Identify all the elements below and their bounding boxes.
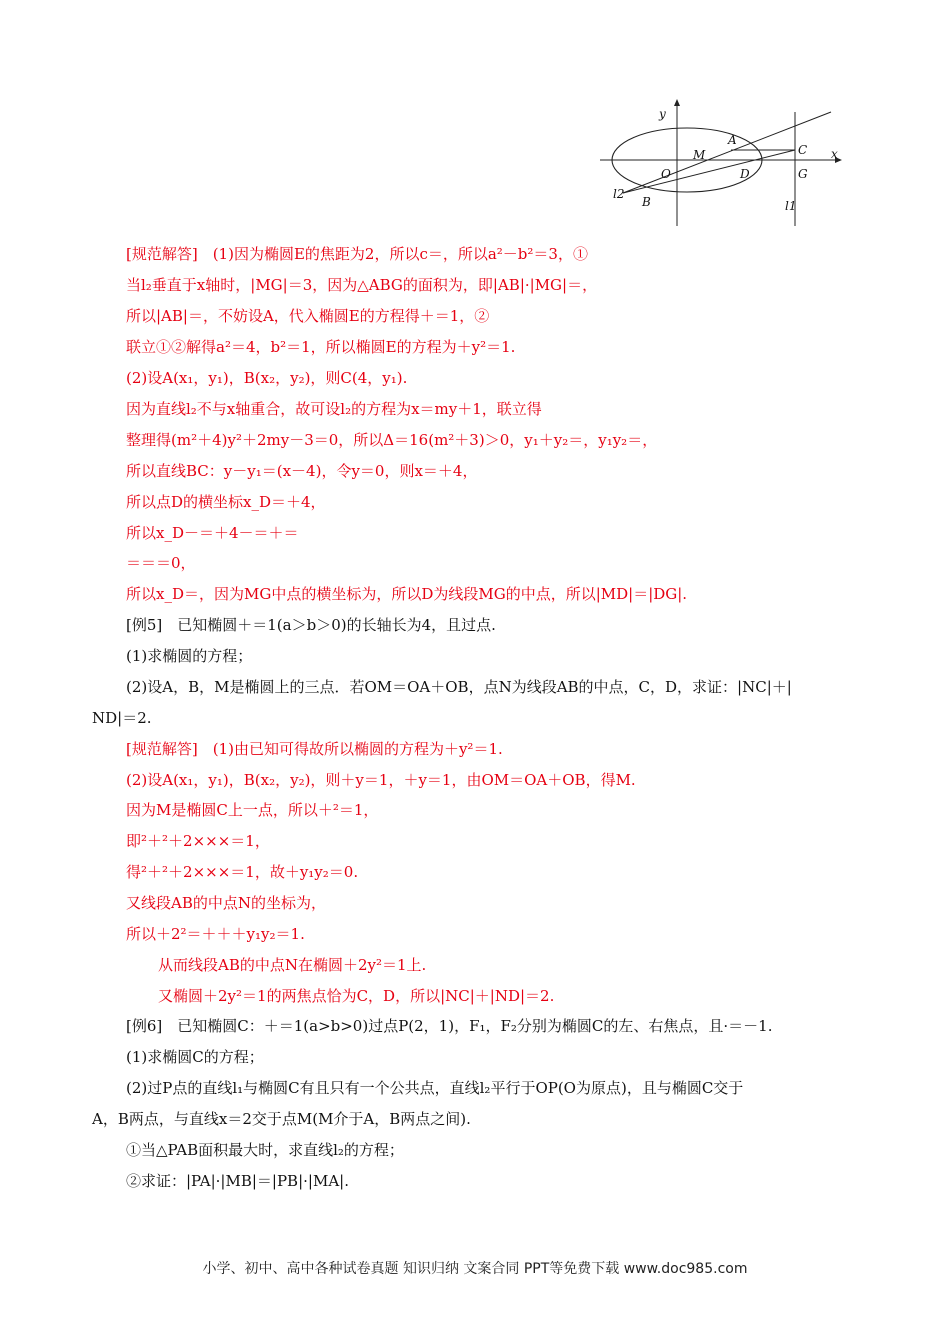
label-l2: l2: [613, 187, 625, 201]
text-line: 即²＋²＋2×××＝1，: [126, 832, 270, 850]
label-x: x: [831, 147, 838, 161]
label-c: C: [798, 143, 808, 157]
text-line: (2)设A(x₁，y₁)，B(x₂，y₂)，则＋y＝1，＋y＝1，由OM＝OA＋OB，得M.: [126, 771, 636, 789]
text-line: 所以＋2²＝＋＋＋y₁y₂＝1.: [126, 925, 305, 943]
text-line: 所以点D的横坐标x_D＝＋4，: [126, 493, 326, 511]
text-line: 得²＋²＋2×××＝1，故＋y₁y₂＝0.: [126, 863, 359, 881]
text-line: 所以直线BC：y－y₁＝(x－4)，令y＝0，则x＝＋4，: [126, 462, 478, 480]
text-line: (2)设A(x₁，y₁)，B(x₂，y₂)，则C(4，y₁).: [126, 369, 408, 387]
text-line: (2)过P点的直线l₁与椭圆C有且只有一个公共点，直线l₂平行于OP(O为原点)，且与椭圆C交于: [126, 1079, 744, 1097]
text-line: A，B两点，与直线x＝2交于点M(M介于A，B两点之间).: [92, 1110, 471, 1128]
text-line: ND|＝2.: [92, 709, 152, 727]
text-line: 当l₂垂直于x轴时，|MG|＝3，因为△ABG的面积为，即|AB|·|MG|＝，: [126, 276, 598, 294]
text-line: (1)求椭圆的方程；: [126, 647, 253, 665]
text-line: (2)设A，B，M是椭圆上的三点．若OM＝OA＋OB，点N为线段AB的中点，C，D，求证：|NC|＋|: [126, 678, 792, 696]
text-line: 所以x_D－＝＋4－＝＋＝: [126, 524, 299, 542]
text-line: ＝＝＝0，: [126, 554, 196, 572]
text-line: 又线段AB的中点N的坐标为，: [126, 894, 326, 912]
ellipse-figure: [595, 98, 850, 228]
text-line: [规范解答] (1)由已知可得故所以椭圆的方程为＋y²＝1.: [126, 740, 503, 758]
label-l1: l1: [785, 199, 797, 213]
example-5-heading: [例5] 已知椭圆＋＝1(a＞b＞0)的长轴长为4，且过点.: [126, 616, 496, 634]
label-a: A: [728, 133, 737, 147]
text-line: 联立①②解得a²＝4，b²＝1，所以椭圆E的方程为＋y²＝1.: [126, 338, 516, 356]
text-line: [规范解答] (1)因为椭圆E的焦距为2，所以c＝，所以a²－b²＝3，①: [126, 245, 588, 263]
example-6-heading: [例6] 已知椭圆C：＋＝1(a>b>0)过点P(2，1)，F₁，F₂分别为椭圆C的左、右焦点，且·＝－1.: [126, 1017, 773, 1035]
text-line: 又椭圆＋2y²＝1的两焦点恰为C，D，所以|NC|＋|ND|＝2.: [158, 987, 555, 1005]
label-m: M: [693, 148, 706, 162]
label-o: O: [661, 167, 671, 181]
text-line: 从而线段AB的中点N在椭圆＋2y²＝1上.: [158, 956, 427, 974]
page-footer: 小学、初中、高中各种试卷真题 知识归纳 文案合同 PPT等免费下载 www.doc985.com: [202, 1261, 748, 1277]
label-b: B: [642, 195, 651, 209]
text-line: ①当△PAB面积最大时，求直线l₂的方程；: [126, 1141, 404, 1159]
line-bc: [623, 150, 795, 193]
text-line: 因为直线l₂不与x轴重合，故可设l₂的方程为x＝my＋1，联立得: [126, 400, 542, 418]
text-line: 因为M是椭圆C上一点，所以＋²＝1，: [126, 801, 379, 819]
text-line: 所以x_D＝，因为MG中点的横坐标为，所以D为线段MG的中点，所以|MD|＝|DG|.: [126, 585, 688, 603]
text-line: ②求证：|PA|·|MB|＝|PB|·|MA|.: [126, 1172, 349, 1190]
label-g: G: [798, 167, 808, 181]
label-y: y: [659, 107, 666, 121]
text-line: 所以|AB|＝，不妨设A，代入椭圆E的方程得＋＝1，②: [126, 307, 490, 325]
label-d: D: [740, 167, 750, 181]
text-line: 整理得(m²＋4)y²＋2my－3＝0，所以Δ＝16(m²＋3)＞0，y₁＋y₂＝，y₁y₂＝，: [126, 431, 658, 449]
text-line: (1)求椭圆C的方程；: [126, 1048, 264, 1066]
